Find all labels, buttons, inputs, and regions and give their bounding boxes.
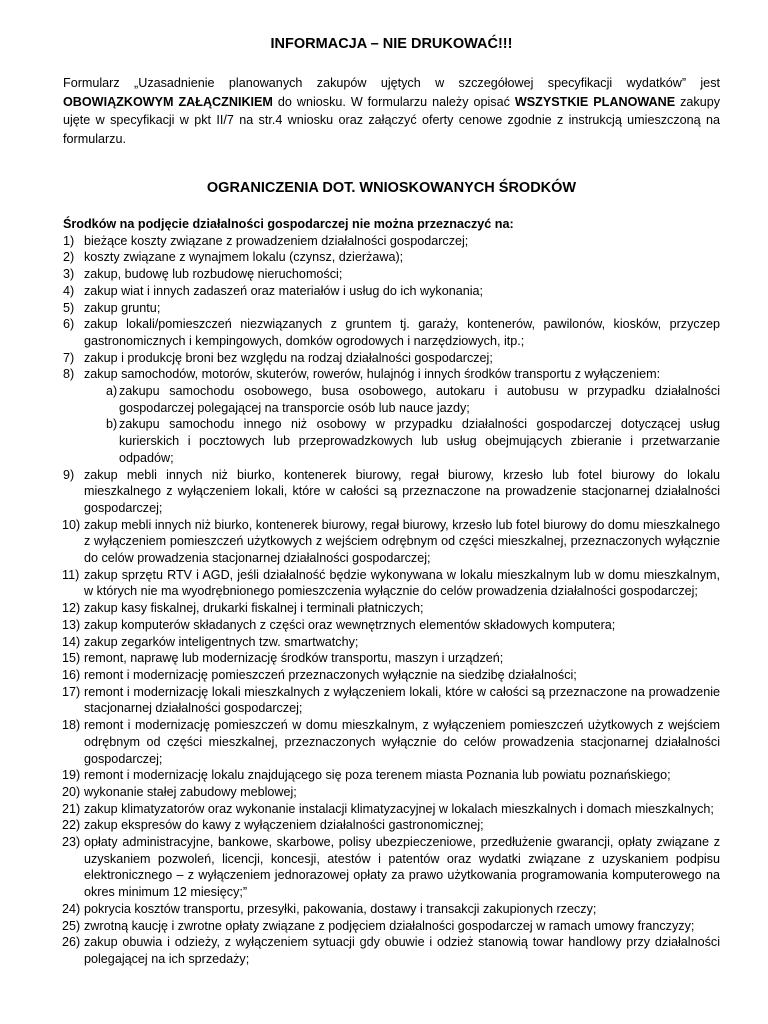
- list-item-text: pokrycia kosztów transportu, przesyłki, pakowania, dostawy i transakcji zakupionych rzeczy;: [84, 901, 597, 916]
- list-item: [63, 817, 720, 834]
- list-item-number: 16): [62, 667, 81, 682]
- list-item-number: 4): [63, 283, 75, 298]
- list-item: [63, 266, 720, 283]
- restrictions-lead: Środków na podjęcie działalności gospodarczej nie można przeznaczyć na:: [63, 217, 514, 231]
- sub-list: [84, 383, 720, 467]
- intro-text-2: do wniosku. W formularzu należy opisać: [272, 94, 515, 109]
- list-item-number: 1): [63, 233, 75, 248]
- list-item: [63, 366, 720, 466]
- list-item-text: zakup ekspresów do kawy z wyłączeniem działalności gastronomicznej;: [84, 818, 484, 833]
- list-item-number: 24): [62, 901, 81, 916]
- sub-list-item-text: zakupu samochodu osobowego, busa osobowego, autokaru i autobusu w przypadku działalności gospodarczej polegającej na transporcie osób lub nauce jazdy;: [119, 384, 720, 415]
- list-item-text: zakup klimatyzatorów oraz wykonanie instalacji klimatyzacyjnej w lokalach mieszkalnych i domach mieszkalnych;: [84, 801, 714, 816]
- list-item: [63, 233, 720, 250]
- list-item-number: 18): [62, 718, 81, 733]
- list-item-number: 12): [62, 601, 81, 616]
- list-item-number: 13): [62, 617, 81, 632]
- list-item-number: 22): [62, 818, 81, 833]
- list-item: [63, 767, 720, 784]
- list-item-text: zakup obuwia i odzieży, z wyłączeniem sytuacji gdy obuwie i odzież stanowią towar handlowy przy działalności polegającej na ich sprzedaży;: [84, 935, 720, 966]
- list-item-text: zwrotną kaucję i zwrotne opłaty związane z podjęciem działalności gospodarczej w ramach umowy franczyzy;: [84, 918, 695, 933]
- list-item-text: remont i modernizację pomieszczeń w domu mieszkalnym, z wyłączeniem pomieszczeń użytkowych z wejściem odrębnym od części mieszkalnej, przeznaczonych wyłącznie do celów prowadzenia stacjonarnej działalności gospodarczej;: [84, 718, 720, 766]
- list-item: [63, 634, 720, 651]
- list-item-text: zakup kasy fiskalnej, drukarki fiskalnej i terminali płatniczych;: [84, 601, 424, 616]
- list-item-text: remont i modernizację lokali mieszkalnych z wyłączeniem lokali, które w całości są przeznaczone na prowadzenie stacjonarnej działalności gospodarczej;: [84, 684, 720, 716]
- list-item: [63, 801, 720, 818]
- list-item-number: 14): [62, 634, 81, 649]
- list-item: [63, 934, 720, 967]
- sub-list-item: [84, 383, 720, 416]
- intro-text-1: Formularz „Uzasadnienie planowanych zakupów ujętych w szczegółowej specyfikacji wydatków” jest: [63, 76, 720, 90]
- list-item-text: remont i modernizację lokalu znajdującego się poza terenem miasta Poznania lub powiatu poznańskiego;: [84, 768, 671, 783]
- list-item: [63, 901, 720, 918]
- intro-text-3: zakupy ujęte w specyfikacji w pkt II/7 na str.4 wniosku oraz załączyć oferty cenowe zgodnie z instrukcją umieszczoną na formularzu.: [63, 94, 721, 146]
- restrictions-list: [63, 233, 720, 968]
- list-item-number: 9): [63, 467, 75, 482]
- list-item-number: 25): [62, 918, 81, 933]
- list-item-number: 5): [63, 300, 75, 315]
- list-item-text: zakup wiat i innych zadaszeń oraz materiałów i usług do ich wykonania;: [84, 283, 484, 298]
- list-item-number: 7): [63, 350, 75, 365]
- section-title: OGRANICZENIA DOT. WNIOSKOWANYCH ŚRODKÓW: [206, 180, 577, 196]
- list-item: [63, 316, 720, 349]
- list-item: [63, 918, 720, 935]
- list-item-number: 26): [62, 935, 81, 950]
- sub-list-item-text: zakupu samochodu innego niż osobowy w przypadku działalności gospodarczej dotyczącej usług kurierskich i pocztowych lub przeprowadzkowych lub usług obejmujących zbieranie i przetwarzanie odpadów;: [119, 417, 720, 465]
- list-item: [63, 600, 720, 617]
- list-item: [63, 350, 720, 367]
- list-item-number: 11): [62, 567, 80, 582]
- list-item: [63, 667, 720, 684]
- list-item: [63, 249, 720, 266]
- list-item: [63, 300, 720, 317]
- list-item-text: zakup i produkcję broni bez względu na rodzaj działalności gospodarczej;: [84, 350, 493, 365]
- list-item-text: wykonanie stałej zabudowy meblowej;: [84, 784, 297, 799]
- list-item-text: zakup mebli innych niż biurko, kontenerek biurowy, regał biurowy, krzesło lub fotel biurowy do lokalu mieszkalnego z wyłączeniem lokali, które w całości są przeznaczone na prowadzenie stacjonarnej działalności gospodarczej;: [84, 467, 720, 515]
- list-item: [63, 467, 720, 517]
- page-title: INFORMACJA – NIE DRUKOWAĆ!!!: [270, 36, 513, 52]
- list-item-text: zakup zegarków inteligentnych tzw. smartwatchy;: [84, 634, 359, 649]
- sub-list-item-letter: a): [106, 384, 118, 399]
- list-item-text: zakup, budowę lub rozbudowę nieruchomości;: [84, 267, 343, 282]
- list-item: [63, 684, 720, 717]
- list-item-text: zakup lokali/pomieszczeń niezwiązanych z gruntem tj. garaży, kontenerów, pawilonów, kiosków, przyczep gastronomicznych i kempingowych, domków ogrodowych i narzędziowych, itp.;: [84, 317, 720, 348]
- list-item: [63, 517, 720, 567]
- list-item-number: 8): [63, 367, 75, 382]
- list-item: [63, 650, 720, 667]
- list-item: [63, 283, 720, 300]
- list-item: [63, 834, 720, 901]
- list-item-number: 17): [62, 684, 81, 699]
- list-item-number: 10): [62, 517, 81, 532]
- list-item: [63, 784, 720, 801]
- list-item-number: 15): [62, 651, 81, 666]
- list-item-text: koszty związane z wynajmem lokalu (czynsz, dzierżawa);: [84, 250, 404, 265]
- list-item: [63, 717, 720, 767]
- list-item-number: 21): [62, 801, 81, 816]
- list-item-text: zakup mebli innych niż biurko, kontenerek biurowy, regał biurowy, krzesło lub fotel biurowy do domu mieszkalnego z wyłączeniem pomieszczeń użytkowych z wejściem odrębnym od części mieszkalnej, przeznaczonych wyłącznie do celów prowadzenia stacjonarnej działalności gospodarczej;: [84, 517, 720, 566]
- list-item-number: 6): [63, 317, 75, 332]
- intro-paragraph: [63, 74, 720, 148]
- sub-list-item: [84, 416, 720, 466]
- intro-bold-1: OBOWIĄZKOWYM ZAŁĄCZNIKIEM: [63, 94, 273, 109]
- list-item: [63, 567, 720, 600]
- list-item-text: zakup sprzętu RTV i AGD, jeśli działalność będzie wykonywana w lokalu mieszkalnym lub w domu mieszkalnym, w których nie ma wyodrębnionego pomieszczenia wyłącznie do celów prowadzenia działalności gospodarczej;: [84, 567, 720, 599]
- list-item-text: zakup gruntu;: [84, 300, 161, 315]
- list-item-text: zakup komputerów składanych z części oraz wewnętrznych elementów składowych komputera;: [84, 617, 616, 632]
- intro-bold-2: WSZYSTKIE PLANOWANE: [514, 94, 676, 109]
- list-item-number: 23): [62, 835, 81, 850]
- sub-list-item-letter: b): [106, 417, 118, 432]
- list-item-text: remont i modernizację pomieszczeń przeznaczonych wyłącznie na siedzibę działalności;: [84, 667, 577, 682]
- list-item-text: zakup samochodów, motorów, skuterów, rowerów, hulajnóg i innych środków transportu z wyłączeniem:: [84, 367, 661, 382]
- list-item-text: opłaty administracyjne, bankowe, skarbowe, polisy ubezpieczeniowe, przedłużenie gwarancji, opłaty związane z uzyskaniem pozwoleń, licencji, koncesji, atestów i patentów oraz wydatki związane z uzyskaniem podpisu elektronicznego – z wyłączeniem jednorazowej opłaty za prawo użytkowania programowania komputerowego na okres minimum 12 miesięcy;”: [84, 835, 720, 900]
- list-item-number: 3): [63, 267, 75, 282]
- list-item: [63, 617, 720, 634]
- list-item-number: 19): [62, 768, 81, 783]
- list-item-text: bieżące koszty związane z prowadzeniem działalności gospodarczej;: [84, 233, 469, 248]
- list-item-number: 20): [62, 784, 81, 799]
- list-item-number: 2): [63, 250, 75, 265]
- list-item-text: remont, naprawę lub modernizację środków transportu, maszyn i urządzeń;: [84, 651, 504, 666]
